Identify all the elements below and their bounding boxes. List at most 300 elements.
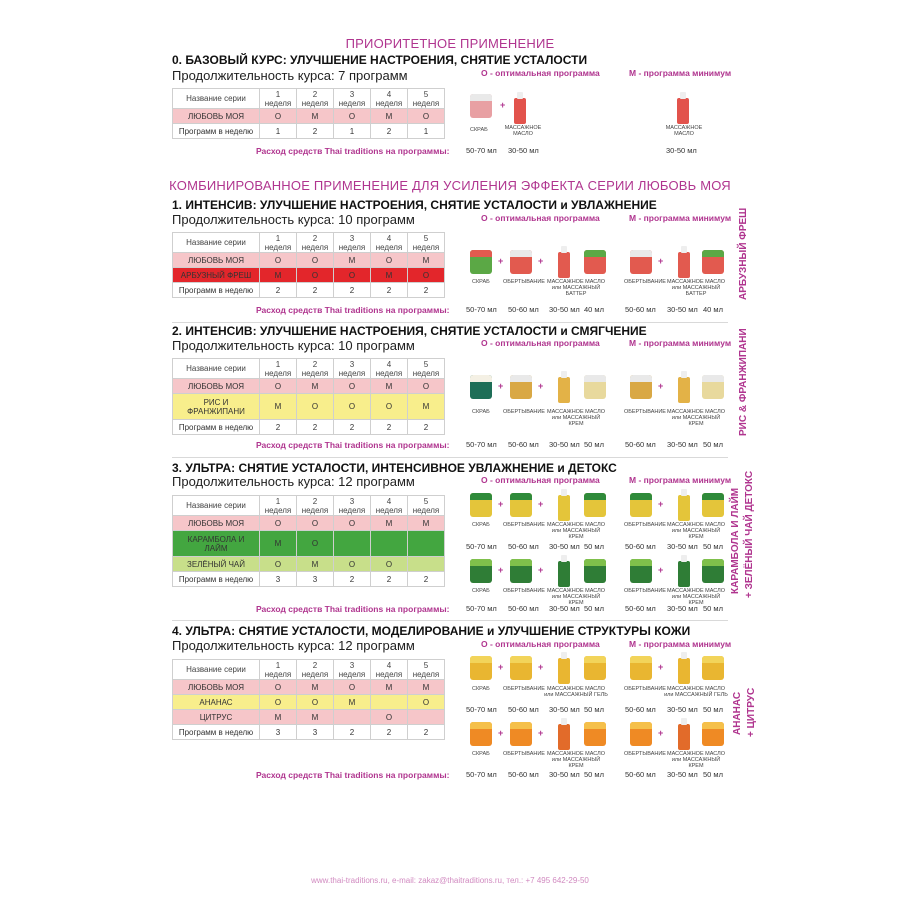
per-week-label: Программ в неделю — [173, 124, 260, 139]
wrap-product-icon — [630, 559, 652, 583]
product-caption: МАССАЖНОЕ МАСЛО или МАССАЖНЫЙ ГЕЛЬ — [544, 686, 608, 698]
plus-icon: + — [538, 662, 544, 672]
product-caption: МАССАЖНОЕ МАСЛО или МАССАЖНЫЙ КРЕМ — [547, 751, 605, 769]
scrub-product-icon — [470, 375, 492, 399]
table-row — [173, 124, 445, 139]
week-2-header: 2 неделя — [297, 660, 334, 680]
cell: 1 — [408, 124, 445, 139]
product-caption: МАССАЖНОЕ МАСЛО или МАССАЖНЫЙ КРЕМ — [667, 409, 725, 427]
cell: М — [297, 680, 334, 695]
header-series-name: Название серии — [173, 660, 260, 680]
course-2-heading: 2. ИНТЕНСИВ: УЛУЧШЕНИЕ НАСТРОЕНИЯ, СНЯТИЕ УСТАЛОСТИ и СМЯГЧЕНИЕ — [172, 324, 647, 338]
week-3-header: 3 неделя — [334, 660, 371, 680]
cell: О — [297, 253, 334, 268]
cell: О — [334, 394, 371, 420]
volume: 30-50 мл — [667, 542, 698, 551]
cell: М — [371, 680, 408, 695]
cell: 2 — [408, 725, 445, 740]
wrap-product-icon — [510, 656, 532, 680]
product-caption: ОБЕРТЫВАНИЕ — [624, 522, 666, 528]
cell — [371, 695, 408, 710]
product-caption: ОБЕРТЫВАНИЕ — [624, 751, 666, 757]
series-name: ЛЮБОВЬ МОЯ — [173, 516, 260, 531]
wrap-product-icon — [510, 722, 532, 746]
cell: 2 — [334, 725, 371, 740]
legend-optimal: О - оптимальная программа — [481, 338, 600, 348]
volume: 50-60 мл — [625, 705, 656, 714]
table-row — [173, 531, 445, 557]
series-name: ЛЮБОВЬ МОЯ — [173, 109, 260, 124]
table-row — [173, 420, 445, 435]
plus-icon: + — [500, 100, 506, 110]
week-5-header: 5 неделя — [408, 660, 445, 680]
product-caption: МАССАЖНОЕ МАСЛО или МАССАЖНЫЙ КРЕМ — [667, 588, 725, 606]
product-caption: ОБЕРТЫВАНИЕ — [503, 686, 545, 692]
series-side-label: + ЗЕЛЁНЫЙ ЧАЙ ДЕТОКС — [744, 470, 755, 598]
oil-bottle-icon — [558, 377, 570, 403]
volume: 50 мл — [703, 440, 723, 449]
legend-optimal: О - оптимальная программа — [481, 68, 600, 78]
cell: О — [297, 268, 334, 283]
cell: 2 — [297, 420, 334, 435]
cell: 2 — [334, 283, 371, 298]
product-caption: МАССАЖНОЕ МАСЛО или МАССАЖНЫЙ КРЕМ — [547, 409, 605, 427]
product-caption: СКРАБ — [472, 751, 490, 757]
volume: 50 мл — [703, 705, 723, 714]
cell: М — [260, 394, 297, 420]
volume: 30-50 мл — [549, 440, 580, 449]
cream-product-icon — [584, 722, 606, 746]
scrub-product-icon — [470, 559, 492, 583]
volume: 50-60 мл — [625, 440, 656, 449]
cell: М — [408, 680, 445, 695]
series-name: РИС И ФРАНЖИПАНИ — [173, 394, 260, 420]
product-caption: ОБЕРТЫВАНИЕ — [624, 279, 666, 285]
cell: О — [260, 109, 297, 124]
table-row — [173, 379, 445, 394]
oil-bottle-icon — [678, 658, 690, 684]
volume: 50-60 мл — [508, 542, 539, 551]
volume: 50 мл — [703, 770, 723, 779]
series-side-label: АНАНАС — [732, 691, 743, 735]
cell: 2 — [408, 283, 445, 298]
cell: О — [334, 516, 371, 531]
cell: М — [297, 710, 334, 725]
plus-icon: + — [538, 728, 544, 738]
cell: М — [371, 379, 408, 394]
cell: О — [408, 379, 445, 394]
cream-product-icon — [702, 375, 724, 399]
series-side-label: + ЦИТРУС — [746, 687, 757, 737]
cell: М — [297, 557, 334, 572]
wrap-product-icon — [510, 375, 532, 399]
series-side-label: КАРАМБОЛА И ЛАЙМ — [730, 487, 741, 594]
cell — [371, 531, 408, 557]
plus-icon: + — [658, 256, 664, 266]
plus-icon: + — [498, 662, 504, 672]
wrap-product-icon — [630, 250, 652, 274]
plus-icon: + — [538, 565, 544, 575]
cell: 2 — [408, 420, 445, 435]
volume: 30-50 мл — [549, 705, 580, 714]
scrub-product-icon — [470, 250, 492, 274]
cell: 2 — [371, 420, 408, 435]
table-row — [173, 253, 445, 268]
volume: 50-60 мл — [508, 770, 539, 779]
course-2-duration: Продолжительность курса: 10 программ — [172, 338, 415, 353]
volume: 50 мл — [584, 542, 604, 551]
series-side-label: РИС & ФРАНЖИПАНИ — [738, 328, 749, 436]
product-caption: СКРАБ — [472, 409, 490, 415]
oil-bottle-icon — [558, 724, 570, 750]
cell — [408, 531, 445, 557]
table-row — [173, 710, 445, 725]
product-caption: МАССАЖНОЕ МАСЛО или МАССАЖНЫЙ БАТТЕР — [547, 279, 605, 297]
cell: О — [371, 394, 408, 420]
volume: 50 мл — [584, 705, 604, 714]
cell: 2 — [408, 572, 445, 587]
volume: 50-70 мл — [466, 542, 497, 551]
volume: 50-70 мл — [466, 604, 497, 613]
cell: 2 — [371, 124, 408, 139]
legend-optimal: О - оптимальная программа — [481, 639, 600, 649]
cell: М — [408, 394, 445, 420]
header-series-name: Название серии — [173, 233, 260, 253]
plus-icon: + — [498, 256, 504, 266]
volume: 50-60 мл — [508, 305, 539, 314]
cell — [334, 710, 371, 725]
plus-icon: + — [658, 565, 664, 575]
week-2-header: 2 неделя — [297, 496, 334, 516]
series-name: КАРАМБОЛА И ЛАЙМ — [173, 531, 260, 557]
course-3-table — [172, 495, 445, 587]
header-series-name: Название серии — [173, 496, 260, 516]
cell: 3 — [297, 572, 334, 587]
course-1-table — [172, 232, 445, 298]
volume: 30-50 мл — [667, 705, 698, 714]
product-caption: ОБЕРТЫВАНИЕ — [503, 522, 545, 528]
volume: 50-60 мл — [508, 705, 539, 714]
table-row — [173, 109, 445, 124]
butter-product-icon — [584, 250, 606, 274]
cell: М — [297, 379, 334, 394]
plus-icon: + — [658, 381, 664, 391]
volume: 50-70 мл — [466, 770, 497, 779]
cell: 2 — [297, 283, 334, 298]
cell: О — [260, 379, 297, 394]
series-name: ЛЮБОВЬ МОЯ — [173, 680, 260, 695]
plus-icon: + — [538, 499, 544, 509]
cell: О — [260, 557, 297, 572]
cell: О — [260, 253, 297, 268]
table-row — [173, 695, 445, 710]
product-caption: СКРАБ — [472, 279, 490, 285]
wrap-product-icon — [510, 250, 532, 274]
volume: 50-60 мл — [508, 440, 539, 449]
legend-minimum: М - программа минимум — [629, 338, 732, 348]
oil-bottle-icon — [558, 658, 570, 684]
cell: 2 — [371, 283, 408, 298]
cell: М — [371, 109, 408, 124]
scrub-product-icon — [470, 656, 492, 680]
per-week-label: Программ в неделю — [173, 572, 260, 587]
wrap-product-icon — [630, 375, 652, 399]
oil-bottle-icon — [558, 252, 570, 278]
cell: О — [334, 557, 371, 572]
week-2-header: 2 неделя — [297, 359, 334, 379]
per-week-label: Программ в неделю — [173, 420, 260, 435]
week-3-header: 3 неделя — [334, 359, 371, 379]
table-row — [173, 516, 445, 531]
legend-minimum: М - программа минимум — [629, 475, 732, 485]
legend-optimal: О - оптимальная программа — [481, 213, 600, 223]
legend-minimum: М - программа минимум — [629, 639, 732, 649]
course-3-heading: 3. УЛЬТРА: СНЯТИЕ УСТАЛОСТИ, ИНТЕНСИВНОЕ УВЛАЖНЕНИЕ и ДЕТОКС — [172, 461, 617, 475]
product-caption: СКРАБ — [472, 522, 490, 528]
cell: О — [371, 253, 408, 268]
product-caption: МАССАЖНОЕ МАСЛО — [504, 125, 542, 137]
volume: 30-50 мл — [667, 604, 698, 613]
week-4-header: 4 неделя — [371, 89, 408, 109]
wrap-product-icon — [630, 722, 652, 746]
week-5-header: 5 неделя — [408, 89, 445, 109]
volume: 40 мл — [584, 305, 604, 314]
course-1-heading: 1. ИНТЕНСИВ: УЛУЧШЕНИЕ НАСТРОЕНИЯ, СНЯТИЕ УСТАЛОСТИ и УВЛАЖНЕНИЕ — [172, 198, 657, 212]
volume: 30-50 мл — [549, 542, 580, 551]
product-caption: ОБЕРТЫВАНИЕ — [503, 588, 545, 594]
course-0-duration: Продолжительность курса: 7 программ — [172, 68, 408, 83]
cell: О — [334, 680, 371, 695]
combined-title: КОМБИНИРОВАННОЕ ПРИМЕНЕНИЕ ДЛЯ УСИЛЕНИЯ ЭФФЕКТА СЕРИИ ЛЮБОВЬ МОЯ — [169, 178, 731, 193]
cell: О — [297, 531, 334, 557]
week-1-header: 1 неделя — [260, 233, 297, 253]
cell: М — [408, 516, 445, 531]
cell: М — [371, 516, 408, 531]
series-name: ЛЮБОВЬ МОЯ — [173, 379, 260, 394]
course-0-heading: 0. БАЗОВЫЙ КУРС: УЛУЧШЕНИЕ НАСТРОЕНИЯ, СНЯТИЕ УСТАЛОСТИ — [172, 53, 588, 67]
plus-icon: + — [498, 381, 504, 391]
cell: М — [260, 531, 297, 557]
week-4-header: 4 неделя — [371, 496, 408, 516]
volume: 30-50 мл — [667, 440, 698, 449]
product-caption: ОБЕРТЫВАНИЕ — [624, 686, 666, 692]
volume: 40 мл — [703, 305, 723, 314]
week-3-header: 3 неделя — [334, 496, 371, 516]
volume: 50-60 мл — [625, 770, 656, 779]
course-3-rashod: Расход средств Thai traditions на программы: — [256, 604, 450, 614]
divider — [172, 620, 728, 621]
cell: 1 — [334, 124, 371, 139]
volume: 30-50 мл — [549, 770, 580, 779]
cell: О — [297, 695, 334, 710]
product-caption: МАССАЖНОЕ МАСЛО или МАССАЖНЫЙ КРЕМ — [547, 522, 605, 540]
cell: М — [408, 253, 445, 268]
cell: М — [334, 253, 371, 268]
product-caption: МАССАЖНОЕ МАСЛО — [665, 125, 703, 137]
volume: 50 мл — [703, 542, 723, 551]
series-name: ЗЕЛЁНЫЙ ЧАЙ — [173, 557, 260, 572]
cell: О — [260, 695, 297, 710]
product-caption: ОБЕРТЫВАНИЕ — [503, 279, 545, 285]
header-series-name: Название серии — [173, 359, 260, 379]
product-caption: СКРАБ — [470, 127, 488, 133]
table-row — [173, 572, 445, 587]
cell: 3 — [297, 725, 334, 740]
oil-bottle-icon — [558, 495, 570, 521]
scrub-product-icon — [470, 722, 492, 746]
cream-product-icon — [702, 493, 724, 517]
table-row — [173, 268, 445, 283]
volume: 50 мл — [584, 440, 604, 449]
cell — [408, 710, 445, 725]
product-caption: МАССАЖНОЕ МАСЛО или МАССАЖНЫЙ БАТТЕР — [667, 279, 725, 297]
cell: 2 — [371, 572, 408, 587]
week-2-header: 2 неделя — [297, 89, 334, 109]
week-1-header: 1 неделя — [260, 496, 297, 516]
cream-product-icon — [584, 559, 606, 583]
volume: 30-50 мл — [667, 305, 698, 314]
week-5-header: 5 неделя — [408, 359, 445, 379]
cell: О — [260, 680, 297, 695]
wrap-product-icon — [630, 493, 652, 517]
volume: 50-60 мл — [625, 604, 656, 613]
product-caption: ОБЕРТЫВАНИЕ — [624, 588, 666, 594]
oil-bottle-icon — [678, 377, 690, 403]
product-caption: ОБЕРТЫВАНИЕ — [503, 751, 545, 757]
week-4-header: 4 неделя — [371, 233, 408, 253]
course-3-duration: Продолжительность курса: 12 программ — [172, 474, 415, 489]
cell — [334, 531, 371, 557]
oil-bottle-icon — [678, 252, 690, 278]
plus-icon: + — [658, 662, 664, 672]
cell: 2 — [260, 420, 297, 435]
wrap-product-icon — [630, 656, 652, 680]
plus-icon: + — [498, 499, 504, 509]
volume: 30-50 мл — [666, 146, 697, 155]
week-3-header: 3 неделя — [334, 233, 371, 253]
cell: О — [408, 695, 445, 710]
product-caption: МАССАЖНОЕ МАСЛО или МАССАЖНЫЙ КРЕМ — [667, 522, 725, 540]
cell: О — [334, 109, 371, 124]
cream-product-icon — [702, 722, 724, 746]
table-row — [173, 725, 445, 740]
series-side-label: АРБУЗНЫЙ ФРЕШ — [738, 207, 749, 300]
plus-icon: + — [658, 728, 664, 738]
gel-product-icon — [584, 656, 606, 680]
oil-bottle-icon — [678, 724, 690, 750]
cell: 2 — [334, 572, 371, 587]
week-5-header: 5 неделя — [408, 496, 445, 516]
week-4-header: 4 неделя — [371, 359, 408, 379]
cell: 3 — [260, 572, 297, 587]
cell: 1 — [260, 124, 297, 139]
course-2-rashod: Расход средств Thai traditions на программы: — [256, 440, 450, 450]
cell: М — [334, 695, 371, 710]
week-1-header: 1 неделя — [260, 660, 297, 680]
plus-icon: + — [658, 499, 664, 509]
wrap-product-icon — [510, 559, 532, 583]
volume: 50-70 мл — [466, 305, 497, 314]
series-name: АРБУЗНЫЙ ФРЕШ — [173, 268, 260, 283]
course-1-rashod: Расход средств Thai traditions на программы: — [256, 305, 450, 315]
course-4-duration: Продолжительность курса: 12 программ — [172, 638, 415, 653]
divider — [172, 457, 728, 458]
header-series-name: Название серии — [173, 89, 260, 109]
product-caption: МАССАЖНОЕ МАСЛО или МАССАЖНЫЙ ГЕЛЬ — [664, 686, 728, 698]
cell: О — [408, 109, 445, 124]
cell: О — [371, 557, 408, 572]
series-name: ЛЮБОВЬ МОЯ — [173, 253, 260, 268]
course-0-table — [172, 88, 445, 139]
volume: 50-70 мл — [466, 146, 497, 155]
cell: М — [297, 109, 334, 124]
scrub-product-icon — [470, 493, 492, 517]
plus-icon: + — [498, 565, 504, 575]
course-0-rashod: Расход средств Thai traditions на программы: — [256, 146, 450, 156]
cell: О — [334, 268, 371, 283]
priority-title: ПРИОРИТЕТНОЕ ПРИМЕНЕНИЕ — [345, 36, 555, 51]
cream-product-icon — [584, 375, 606, 399]
week-1-header: 1 неделя — [260, 89, 297, 109]
oil-bottle-icon — [558, 561, 570, 587]
oil-bottle-icon — [514, 98, 526, 124]
wrap-product-icon — [510, 493, 532, 517]
volume: 50-60 мл — [625, 542, 656, 551]
week-3-header: 3 неделя — [334, 89, 371, 109]
table-row — [173, 394, 445, 420]
product-caption: СКРАБ — [472, 588, 490, 594]
series-name: ЦИТРУС — [173, 710, 260, 725]
volume: 50-70 мл — [466, 705, 497, 714]
cell: 2 — [260, 283, 297, 298]
cell: О — [408, 268, 445, 283]
product-caption: СКРАБ — [472, 686, 490, 692]
cell — [408, 557, 445, 572]
cell: О — [260, 516, 297, 531]
week-5-header: 5 неделя — [408, 233, 445, 253]
cream-product-icon — [702, 559, 724, 583]
week-1-header: 1 неделя — [260, 359, 297, 379]
product-caption: ОБЕРТЫВАНИЕ — [503, 409, 545, 415]
week-2-header: 2 неделя — [297, 233, 334, 253]
volume: 30-50 мл — [549, 305, 580, 314]
series-name: АНАНАС — [173, 695, 260, 710]
volume: 30-50 мл — [667, 770, 698, 779]
cell: О — [297, 394, 334, 420]
volume: 50-70 мл — [466, 440, 497, 449]
legend-minimum: М - программа минимум — [629, 213, 732, 223]
volume: 30-50 мл — [549, 604, 580, 613]
footer-contacts: www.thai-traditions.ru, e-mail: zakaz@thaitraditions.ru, тел.: +7 495 642-29-50 — [311, 876, 589, 885]
product-caption: ОБЕРТЫВАНИЕ — [624, 409, 666, 415]
cell: О — [297, 516, 334, 531]
volume: 50 мл — [703, 604, 723, 613]
cell: М — [260, 710, 297, 725]
plus-icon: + — [538, 256, 544, 266]
cell: 3 — [260, 725, 297, 740]
table-row — [173, 283, 445, 298]
scrub-product-icon — [470, 94, 492, 118]
course-1-duration: Продолжительность курса: 10 программ — [172, 212, 415, 227]
volume: 50-60 мл — [508, 604, 539, 613]
product-caption: МАССАЖНОЕ МАСЛО или МАССАЖНЫЙ КРЕМ — [547, 588, 605, 606]
week-4-header: 4 неделя — [371, 660, 408, 680]
oil-bottle-icon — [677, 98, 689, 124]
cell: М — [371, 268, 408, 283]
legend-minimum: М - программа минимум — [629, 68, 732, 78]
oil-bottle-icon — [678, 495, 690, 521]
per-week-label: Программ в неделю — [173, 283, 260, 298]
